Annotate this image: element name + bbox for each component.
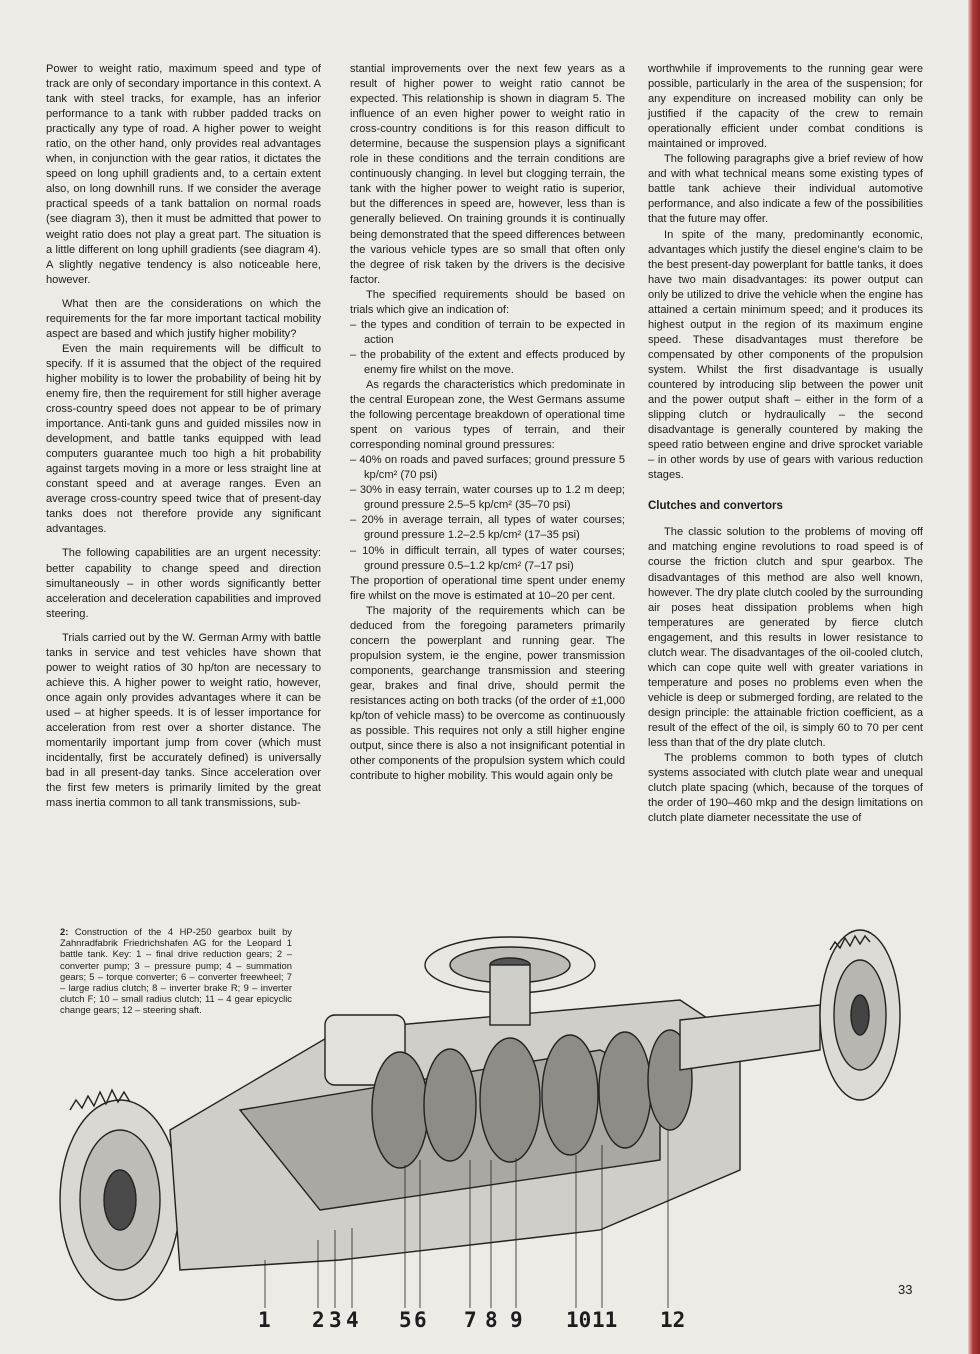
list-item: – the probability of the extent and effects produced by enemy fire whilst on the move. — [350, 348, 625, 378]
callout-number: 11 — [592, 1308, 618, 1332]
right-drive-sprocket — [820, 930, 900, 1100]
paragraph: What then are the considerations on which the requirements for the far more important tactical mobility aspect are based and which justify higher mobility? — [46, 297, 321, 340]
paragraph: Even the main requirements will be difficult to specify. If it is assumed that the object of the required higher mobility is to lower the probability of being hit by enemy fire, then the requirement for still higher average cross-country speed does not appear to be of primary importance. Anti-tank guns and guided missiles now in development, and battle tanks equipped with lead computers guarantee much too high a hit probability against targets moving in a more or less straight line at constant speed and at average ranges. Even an average cross-country speed twice that of present-day tanks does not therefore provide any significant advantages. — [46, 342, 321, 536]
list-item: – 30% in easy terrain, water courses up to 1.2 m deep; ground pressure 2.5–5 kp/cm² (35–70 psi) — [350, 483, 625, 513]
figure-number: 2: — [60, 926, 69, 937]
list-item: – the types and condition of terrain to be expected in action — [350, 318, 625, 348]
callout-number: 9 — [510, 1308, 523, 1332]
caption-text: Construction of the 4 HP-250 gearbox built by Zahnradfabrik Friedrichshafen AG for the Leopard 1 battle tank. Key: 1 – final drive reduction gears; 2 – converter pump; 3 – pressure pump; 4 – summation gears; 5 – torque converter; 6 – converter freewheel; 7 – large radius clutch; 8 – inverter brake R; 9 – inverter clutch F; 10 – small radius clutch; 11 – 4 gear epicyclic change gears; 12 – steering shaft. — [60, 926, 292, 1016]
list-item: – 20% in average terrain, all types of water courses; ground pressure 1.2–2.5 kp/cm² (17–35 psi) — [350, 513, 625, 543]
callout-number: 12 — [660, 1308, 686, 1332]
paragraph: Trials carried out by the W. German Army with battle tanks in service and test vehicles have shown that power to weight ratios of 30 hp/ton are necessary to achieve this. A higher power to weight ratio, however, once again only provides advantages where it can be used – at higher speeds. It is of lesser importance for acceleration from rest over a shorter distance. The momentarily important jump from cover (which must incidentally, first be accurately defined) is universally bad in all present-day tanks. Since acceleration over the first few meters is primarily limited by the great mass inertia common to all tank transmissions, sub- — [46, 631, 321, 810]
figure-caption — [60, 926, 292, 1016]
list-item: – 40% on roads and paved surfaces; ground pressure 5 kp/cm² (70 psi) — [350, 453, 625, 483]
paragraph: The majority of the requirements which can be deduced from the foregoing parameters primarily concern the powerplant and running gear. The propulsion system, ie the engine, power transmission components, gearchange transmission and steering gear, brakes and final drive, should permit the resistances acting on both tracks (of the order of ±1,000 kp/ton of vehicle mass) to be overcome as continuously as possible. This requires not only a still higher engine output, since there is also a not insignificant potential in other components of the propulsion system which could contribute to higher mobility. This would again only be — [350, 604, 625, 783]
callout-number: 2 — [312, 1308, 325, 1332]
paragraph: worthwhile if improvements to the running gear were possible, particularly in the area of the suspension; for any expenditure on increased mobility can only be justified if the capacity of the crew to remain operationally efficient under combat conditions is maintained or improved. — [648, 63, 923, 151]
callout-numbers — [0, 1308, 980, 1338]
callout-number: 3 — [329, 1308, 342, 1332]
paragraph: In spite of the many, predominantly economic, advantages which justify the diesel engine's claim to be the best present-day powerplant for battle tanks, it does have two main disadvantages: its power output can only be utilized to drive the vehicle when the engine has attained a certain minimum speed; and it produces its highest output in the region of its maximum engine speed. These disadvantages must therefore be compensated by other components of the propulsion system. Whilst the first disadvantage is usually countered by introducing slip between the power unit and the power output shaft – either in the form of a slipping clutch or hydraulically – the second disadvantage is generally countered by making the speed ratio between engine and drive sprocket variable – in other words by use of gears with various reduction stages. — [648, 228, 923, 482]
paragraph: Power to weight ratio, maximum speed and type of track are only of secondary importance in this context. A tank with steel tracks, for example, has an inferior performance to a tank with rubber padded tracks on practically any type of road. A higher power to weight ratio, on the other hand, only provides real advantages when, in conjunction with the gear ratios, it dictates the speed on long uphill gradients and, to a certain extent also, on long downhill runs. If we consider the average practical speeds of a tank battalion on normal roads (see diagram 3), then it must be admitted that power to weight ratio does not play a great part. The situation is a little different on long uphill gradients (see diagram 4). A slightly negative tendency is also noticeable here, however. — [46, 63, 322, 286]
paragraph: The following capabilities are an urgent necessity: better capability to change speed and direction simultaneously – in other words significantly better acceleration and deceleration capabilities and improved steering. — [46, 547, 321, 620]
callout-number: 5 — [399, 1308, 412, 1332]
text-column-2 — [350, 62, 625, 784]
callout-number: 7 — [464, 1308, 477, 1332]
list-terrain — [350, 453, 625, 573]
section-heading: Clutches and convertors — [648, 500, 783, 513]
list-requirements — [350, 318, 625, 378]
page-edge — [968, 0, 980, 1354]
text-column-1 — [46, 62, 321, 811]
callout-number: 4 — [346, 1308, 359, 1332]
paragraph: The specified requirements should be based on trials which give an indication of: — [350, 288, 625, 316]
callout-number: 6 — [414, 1308, 427, 1332]
paragraph: As regards the characteristics which predominate in the central European zone, the West Germans assume the following percentage breakdown of operational time spent on various types of terrain, and their corresponding nominal ground pressures: — [350, 378, 625, 452]
paragraph: The following paragraphs give a brief review of how and with what technical means some existing types of battle tank achieve their individual automotive performance, and also indicate a few of the possibilities that the future may offer. — [648, 153, 923, 226]
left-drive-sprocket — [60, 1090, 180, 1300]
paragraph: stantial improvements over the next few years as a result of higher power to weight ratio cannot be expected. This relationship is shown in diagram 5. The influence of an even higher power to weight ratio in cross-country conditions is for this reason difficult to determine, because the suspension plays a significant role in these conditions and the terrain conditions are continuously changing. In level but clogging terrain, the tank with the higher power to weight ratio is superior, but the differences in speed are, however, less than is generally believed. On training grounds it is continually being demonstrated that the speed differences between the various vehicle types are so small that often only the degree of risk taken by the drivers is the decisive factor. — [350, 63, 625, 286]
paragraph: The classic solution to the problems of moving off and matching engine revolutions to road speed is of course the friction clutch and spur gearbox. The disadvantages of this method are also well known, however. The dry plate clutch cooled by the surrounding air poses heat dissipation problems when high temperatures are generated by fierce clutch engagement, and this results in lower resistance to clutch wear. The disadvantages of the oil-cooled clutch, which can cope quite well with greater variations in temperature and poses no problems even when the vehicle is deep or submerged fording, are related to the design principle: the attainable friction coefficient, as a result of the effect of the oil, is simply 60 to 70 per cent less than that of the dry plate clutch. — [648, 526, 923, 750]
list-item: – 10% in difficult terrain, all types of water courses; ground pressure 0.5–1.2 kp/cm² (7–17 psi) — [350, 544, 625, 574]
paragraph: The proportion of operational time spent under enemy fire whilst on the move is estimated at 10–20 per cent. — [350, 574, 625, 602]
page-number: 33 — [898, 1282, 913, 1297]
text-column-3 — [648, 62, 923, 826]
callout-number: 10 — [566, 1308, 592, 1332]
callout-number: 1 — [258, 1308, 271, 1332]
paragraph: The problems common to both types of clutch systems associated with clutch plate wear and unequal clutch plate spacing (which, because of the torques of the order of 190–460 mkp and the design limitations on clutch plate diameter necessitate the use of — [648, 752, 923, 825]
callout-number: 8 — [485, 1308, 498, 1332]
